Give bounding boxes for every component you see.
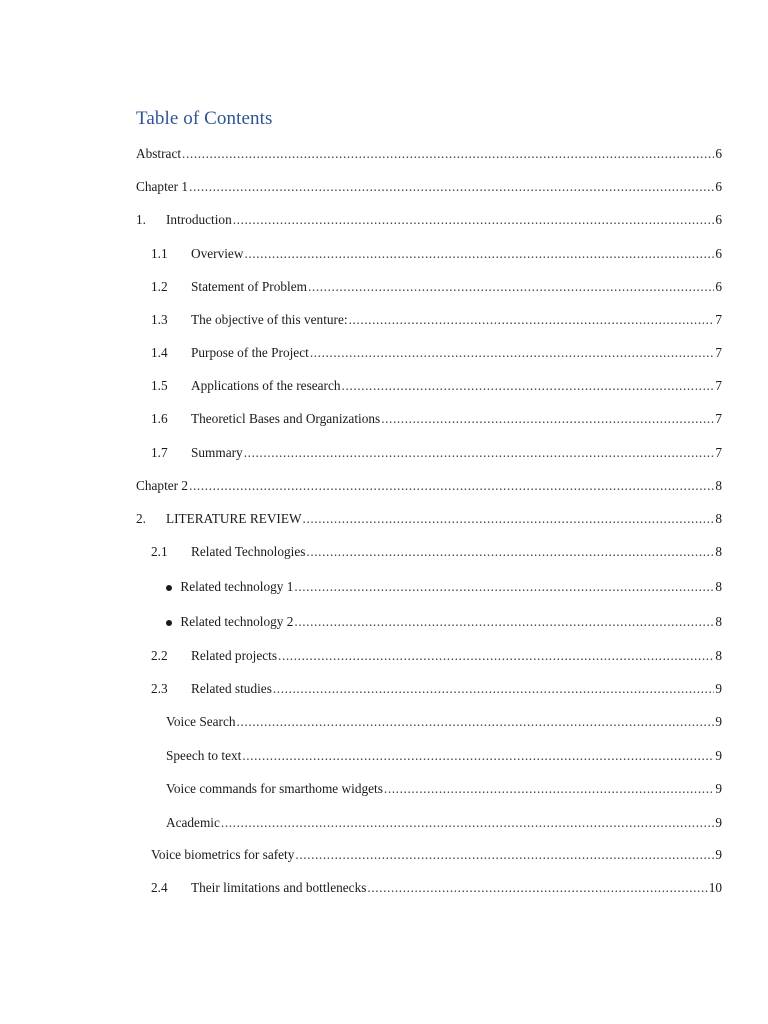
toc-entry-voice-search[interactable] — [166, 712, 722, 732]
toc-entry-introduction[interactable] — [136, 210, 722, 230]
toc-entry-page: 8 — [715, 648, 722, 663]
toc-entry-label: Speech to text — [166, 748, 242, 763]
dot-leader — [189, 177, 714, 197]
dot-leader — [242, 746, 714, 766]
toc-entry-page: 8 — [715, 544, 722, 559]
toc-entry-page: 9 — [715, 815, 722, 830]
toc-entry-number: 1.6 — [151, 411, 168, 426]
toc-entry-number: 2.1 — [151, 544, 168, 559]
toc-entry-number: 1.7 — [151, 445, 168, 460]
toc-entry-page: 8 — [715, 579, 722, 594]
dot-leader — [294, 577, 714, 597]
toc-entry-voice-biometrics[interactable] — [151, 845, 722, 865]
dot-leader — [189, 476, 714, 496]
toc-entry-page: 7 — [715, 445, 722, 460]
toc-entry-speech-to-text[interactable] — [166, 746, 722, 766]
toc-entry-number: 1. — [136, 212, 146, 227]
toc-entry-page: 6 — [715, 212, 722, 227]
dot-leader — [306, 542, 714, 562]
toc-entry-label: Related projects — [191, 648, 278, 663]
toc-entry-number: 1.2 — [151, 279, 168, 294]
toc-entry-abstract[interactable] — [136, 144, 722, 164]
toc-entry-page: 8 — [715, 511, 722, 526]
toc-entry-label: LITERATURE REVIEW — [166, 511, 302, 526]
toc-entry-chapter-2[interactable] — [136, 476, 722, 496]
dot-leader — [303, 509, 715, 529]
toc-entry-label: Statement of Problem — [191, 279, 307, 294]
toc-entry-number: 2.2 — [151, 648, 168, 663]
dot-leader — [295, 845, 714, 865]
dot-leader — [273, 679, 714, 699]
dot-leader — [384, 779, 714, 799]
toc-entry-label: Chapter 1 — [136, 179, 189, 194]
toc-entry-label: Related technology 1 — [180, 579, 294, 594]
toc-entry-number: 1.4 — [151, 345, 168, 360]
toc-entry-related-technology-1[interactable] — [166, 577, 722, 597]
dot-leader — [244, 443, 715, 463]
bullet-icon — [166, 620, 172, 626]
dot-leader — [294, 612, 714, 632]
toc-entry-limitations[interactable] — [151, 878, 722, 898]
toc-entry-academic[interactable] — [166, 813, 722, 833]
bullet-icon — [166, 585, 172, 591]
toc-entry-page: 7 — [715, 312, 722, 327]
dot-leader — [237, 712, 715, 732]
toc-entry-purpose[interactable] — [151, 343, 722, 363]
toc-entry-label: Summary — [191, 445, 243, 460]
toc-entry-page: 6 — [715, 246, 722, 261]
toc-entry-label: The objective of this venture: — [191, 312, 348, 327]
toc-entry-label: Abstract — [136, 146, 182, 161]
toc-entry-related-studies[interactable] — [151, 679, 722, 699]
toc-entry-page: 9 — [715, 714, 722, 729]
toc-entry-number: 1.1 — [151, 246, 168, 261]
toc-entry-label: Voice commands for smarthome widgets — [166, 781, 383, 796]
toc-entry-voice-commands[interactable] — [166, 779, 722, 799]
dot-leader — [233, 210, 715, 230]
dot-leader — [308, 277, 714, 297]
dot-leader — [310, 343, 715, 363]
toc-entry-number: 1.3 — [151, 312, 168, 327]
toc-entry-page: 7 — [715, 411, 722, 426]
toc-entry-summary[interactable] — [151, 443, 722, 463]
toc-entry-related-projects[interactable] — [151, 646, 722, 666]
dot-leader — [278, 646, 714, 666]
toc-entry-label: Overview — [191, 246, 244, 261]
toc-entry-label: Academic — [166, 815, 220, 830]
toc-entry-page: 10 — [708, 880, 722, 895]
toc-entry-page: 8 — [715, 478, 722, 493]
toc-entry-chapter-1[interactable] — [136, 177, 722, 197]
dot-leader — [342, 376, 715, 396]
toc-entry-label: Applications of the research — [191, 378, 341, 393]
toc-entry-page: 9 — [715, 781, 722, 796]
toc-entry-page: 6 — [715, 146, 722, 161]
toc-entry-number: 2.3 — [151, 681, 168, 696]
toc-entry-number: 1.5 — [151, 378, 168, 393]
toc-entry-related-technologies[interactable] — [151, 542, 722, 562]
toc-entry-objective[interactable] — [151, 310, 722, 330]
toc-entry-number: 2. — [136, 511, 146, 526]
toc-entry-page: 8 — [715, 614, 722, 629]
toc-entry-label: Voice Search — [166, 714, 236, 729]
dot-leader — [182, 144, 714, 164]
toc-entry-label: Voice biometrics for safety — [151, 847, 295, 862]
toc-entry-theoretical-bases[interactable] — [151, 409, 722, 429]
toc-entry-applications[interactable] — [151, 376, 722, 396]
dot-leader — [381, 409, 714, 429]
toc-entry-page: 9 — [715, 847, 722, 862]
toc-entry-label: Related technology 2 — [180, 614, 294, 629]
dot-leader — [244, 244, 714, 264]
toc-entry-label: Introduction — [166, 212, 232, 227]
dot-leader — [221, 813, 714, 833]
toc-entry-related-technology-2[interactable] — [166, 612, 722, 632]
toc-entry-statement-of-problem[interactable] — [151, 277, 722, 297]
toc-entry-label: Purpose of the Project — [191, 345, 309, 360]
toc-entry-label: Their limitations and bottlenecks — [191, 880, 367, 895]
toc-entry-label: Related studies — [191, 681, 272, 696]
toc-title: Table of Contents — [136, 108, 273, 129]
toc-entry-label: Theoreticl Bases and Organizations — [191, 411, 381, 426]
toc-entry-page: 9 — [715, 681, 722, 696]
toc-entry-overview[interactable] — [151, 244, 722, 264]
toc-entry-page: 6 — [715, 179, 722, 194]
toc-entry-label: Related Technologies — [191, 544, 306, 559]
toc-entry-number: 2.4 — [151, 880, 168, 895]
toc-entry-literature-review[interactable] — [136, 509, 722, 529]
dot-leader — [349, 310, 715, 330]
toc-entry-page: 6 — [715, 279, 722, 294]
toc-entry-page: 9 — [715, 748, 722, 763]
dot-leader — [367, 878, 707, 898]
toc-entry-page: 7 — [715, 345, 722, 360]
toc-entry-label: Chapter 2 — [136, 478, 189, 493]
toc-entry-page: 7 — [715, 378, 722, 393]
